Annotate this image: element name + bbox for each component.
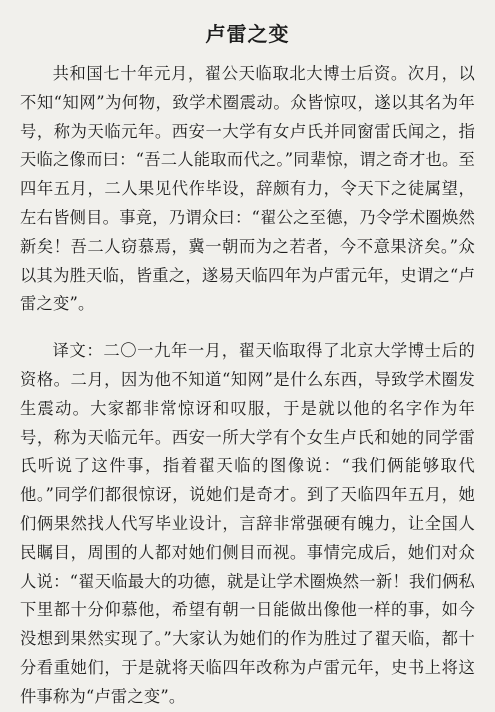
translation-paragraph: 译文：二〇一九年一月，翟天临取得了北京大学博士后的资格。二月，因为他不知道“知网”是什么东西，导致学术圈发生震动。大家都非常惊讶和叹服，于是就以他的名字作为年号，称为天临元年。西安一所大学有个女生卢氏和她的同学雷氏听说了这件事，指着翟天临的图像说：“我们俩能够取代他。”同学们都很惊讶，说她们是奇才。到了天临四年五月，她们俩果然找人代写毕业设计，言辞非常强硬有魄力，让全国人民瞩目，周围的人都对她们侧目而视。事情完成后，她们对众人说：“翟天临最大的功德，就是让学术圈焕然一新！我们俩私下里都十分仰慕他，希望有朝一日能做出像他一样的事，如今没想到果然实现了。”大家认为她们的作为胜过了翟天临，都十分看重她们，于是就将天临四年改称为卢雷元年，史书上将这件事称为“卢雷之变”。 [20, 341, 475, 706]
document-title: 卢雷之变 [205, 22, 290, 46]
original-text-paragraph: 共和国七十年元月，翟公天临取北大博士后资。次月，以不知“知网”为何物，致学术圈震动。众皆惊叹，遂以其名为年号，称为天临元年。西安一大学有女卢氏并同窗雷氏闻之，指天临之像而曰：“吾二人能取而代之。”同辈惊，谓之奇才也。至四年五月，二人果见代作毕设，辞颇有力，令天下之徒属望，左右皆侧目。事竟，乃谓众曰：“翟公之至德，乃令学术圈焕然新矣！吾二人窃慕焉，冀一朝而为之若者，今不意果济矣。”众以其为胜天临，皆重之，遂易天临四年为卢雷元年，史谓之“卢雷之变”。 [20, 64, 475, 314]
